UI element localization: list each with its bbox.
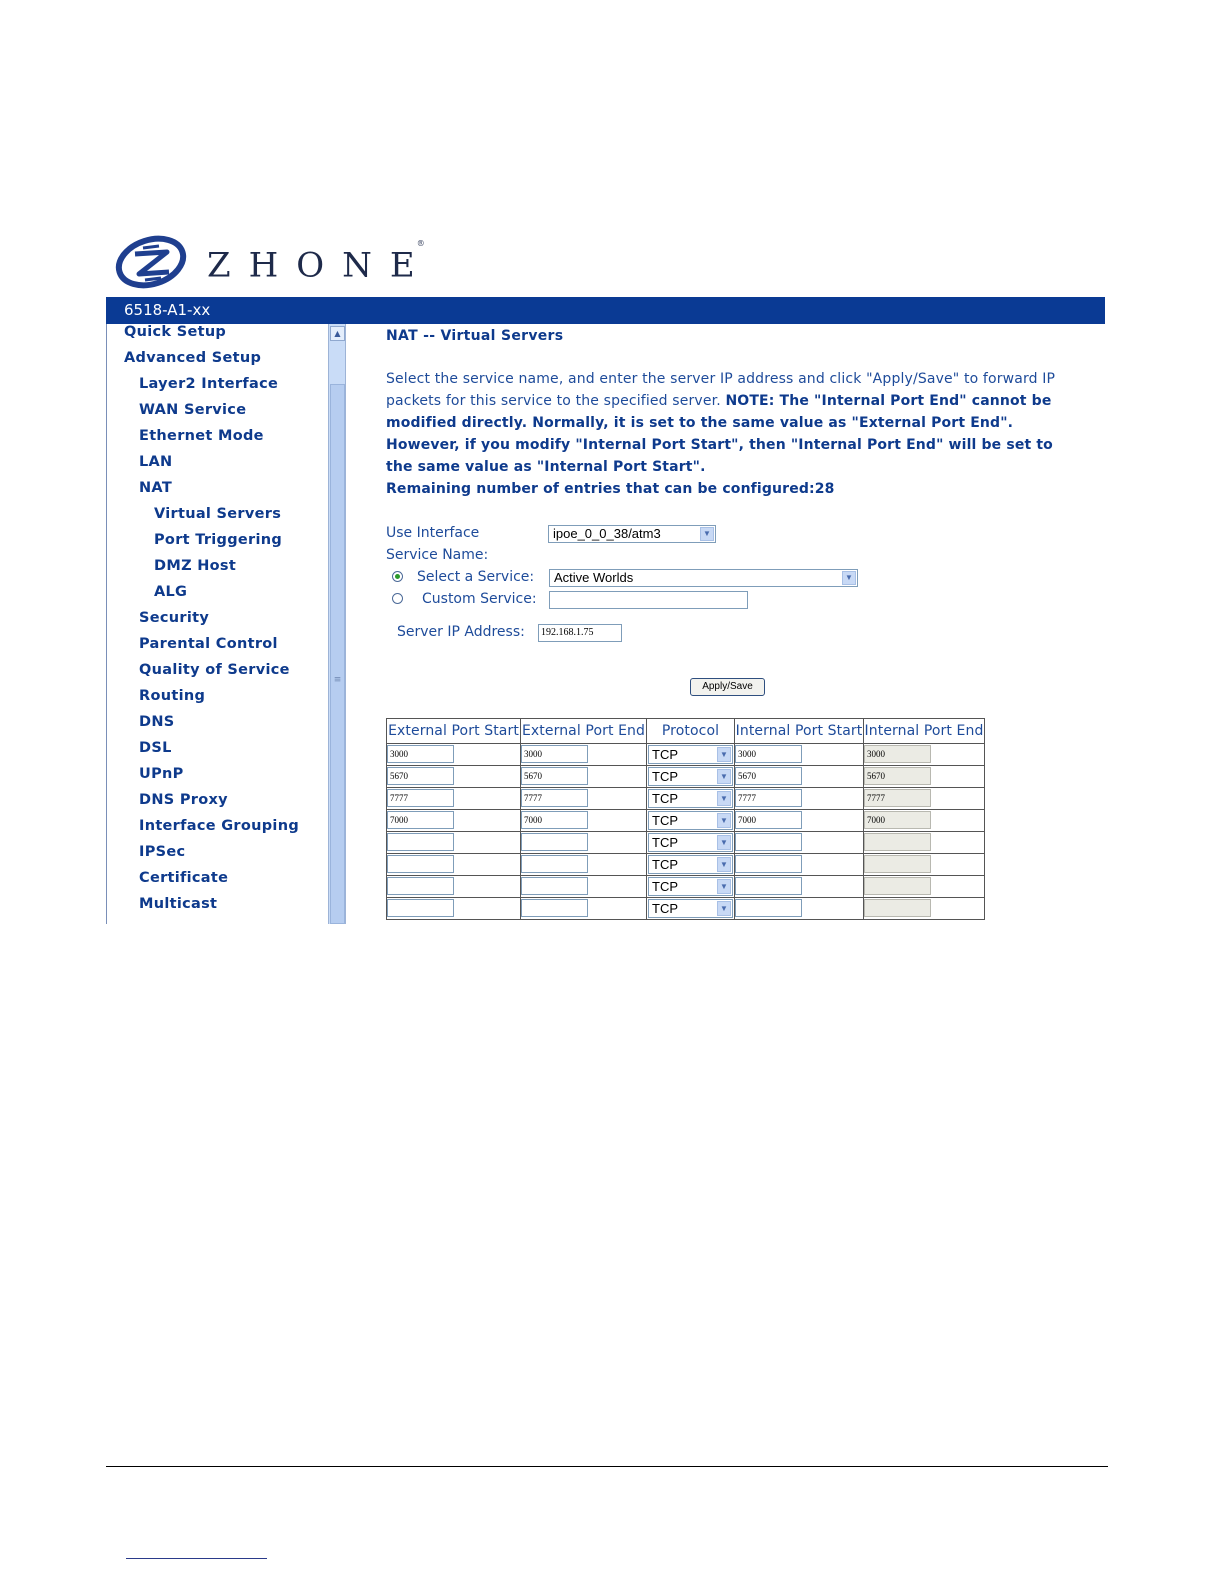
int-end-cell [864,744,985,766]
int-port-start-input[interactable]: 7000 [735,811,802,829]
protocol-value: TCP [652,791,678,806]
description [386,368,1076,500]
sidebar-item-wan-service[interactable]: WAN Service [139,402,247,418]
chevron-down-icon: ▼ [717,813,731,828]
ext-port-end-input[interactable]: 7000 [521,811,588,829]
chevron-down-icon: ▼ [717,835,731,850]
ext-end-cell [521,898,647,920]
use-interface-label: Use Interface [386,525,480,541]
custom-service-radio[interactable] [392,593,403,604]
table-row [387,898,985,920]
custom-service-label: Custom Service: [422,591,537,607]
protocol-cell [647,788,735,810]
int-port-end-input: 5670 [864,767,931,785]
ext-port-end-input[interactable]: 3000 [521,745,588,763]
int-port-end-input [864,833,931,851]
ext-port-end-input[interactable] [521,877,588,895]
int-start-cell [735,766,864,788]
col-internal-port-end: Internal Port End [864,719,985,744]
ext-end-cell [521,832,647,854]
int-port-end-input: 7777 [864,789,931,807]
int-port-start-input[interactable] [735,877,802,895]
description-text: Select the service name, and enter the server IP address and click "Apply/Save" to forward IP packets for this service to the specified server. [386,371,1056,409]
int-end-cell [864,810,985,832]
table-row [387,854,985,876]
ext-port-start-input[interactable] [387,855,454,873]
sidebar-item-parental-control[interactable]: Parental Control [139,636,278,652]
int-port-start-input[interactable]: 5670 [735,767,802,785]
sidebar-item-security[interactable]: Security [139,610,210,626]
registered-mark: ® [416,239,425,248]
int-port-start-input[interactable] [735,899,802,917]
ext-end-cell [521,810,647,832]
protocol-cell [647,832,735,854]
sidebar-item-dns-proxy[interactable]: DNS Proxy [139,792,228,808]
ext-port-start-input[interactable]: 3000 [387,745,454,763]
ext-start-cell [387,832,521,854]
footer-link-underline [126,1558,267,1559]
sidebar-item-dmz-host[interactable]: DMZ Host [154,558,237,574]
scroll-thumb[interactable] [330,384,345,924]
protocol-value: TCP [652,747,678,762]
service-name-label: Service Name: [386,547,489,563]
col-external-port-end: External Port End [521,719,647,744]
ext-port-end-input[interactable] [521,899,588,917]
int-start-cell [735,898,864,920]
ext-port-start-input[interactable]: 7777 [387,789,454,807]
sidebar-item-nat[interactable]: NAT [139,480,173,496]
chevron-down-icon: ▼ [717,769,731,784]
col-internal-port-start: Internal Port Start [735,719,864,744]
sidebar-item-upnp[interactable]: UPnP [139,766,184,782]
chevron-down-icon: ▼ [717,857,731,872]
virtual-servers-table [386,718,985,920]
protocol-value: TCP [652,813,678,828]
chevron-down-icon: ▼ [717,901,731,916]
window-title: 6518-A1-xx [106,297,1105,324]
server-ip-input[interactable]: 192.168.1.75 [538,624,622,642]
int-port-end-input [864,877,931,895]
ext-end-cell [521,766,647,788]
protocol-cell [647,898,735,920]
page-title: NAT -- Virtual Servers [386,328,564,344]
ext-start-cell [387,744,521,766]
table-row [387,810,985,832]
sidebar-item-ethernet-mode[interactable]: Ethernet Mode [139,428,264,444]
chevron-down-icon: ▼ [700,527,714,541]
table-row [387,766,985,788]
int-end-cell [864,788,985,810]
service-select-value: Active Worlds [554,570,634,585]
apply-save-button[interactable]: Apply/Save [690,678,765,696]
protocol-select[interactable] [648,855,733,874]
table-row [387,876,985,898]
service-select[interactable] [549,569,858,587]
ext-start-cell [387,788,521,810]
footer-rule [106,1466,1108,1467]
ext-port-start-input[interactable] [387,877,454,895]
ext-start-cell [387,766,521,788]
chevron-down-icon: ▼ [717,879,731,894]
ext-port-start-input[interactable] [387,899,454,917]
table-row [387,788,985,810]
int-end-cell [864,832,985,854]
use-interface-select[interactable] [548,525,716,543]
sidebar-item-dsl[interactable]: DSL [139,740,172,756]
sidebar-item-alg[interactable]: ALG [154,584,188,600]
sidebar-item-routing[interactable]: Routing [139,688,206,704]
int-port-start-input[interactable]: 7777 [735,789,802,807]
server-ip-label: Server IP Address: [397,624,525,640]
ext-start-cell [387,876,521,898]
int-end-cell [864,766,985,788]
int-start-cell [735,810,864,832]
ext-end-cell [521,744,647,766]
ext-start-cell [387,898,521,920]
sidebar-item-layer2-interface[interactable]: Layer2 Interface [139,376,279,392]
chevron-down-icon: ▼ [842,571,856,585]
description-note: NOTE: The "Internal Port End" cannot be modified directly. Normally, it is set to the same value as "External Port End". However, if you modify "Internal Port Start", then "Internal Port End" will be set to the same value as "Internal Port Start". [386,393,1053,475]
protocol-value: TCP [652,857,678,872]
sidebar-item-ipsec[interactable]: IPSec [139,844,186,860]
remaining-entries: Remaining number of entries that can be configured:28 [386,481,835,497]
protocol-cell [647,810,735,832]
main-content [386,324,1105,924]
table-row [387,832,985,854]
int-start-cell [735,832,864,854]
ext-port-end-input[interactable] [521,833,588,851]
protocol-select[interactable] [648,745,733,764]
int-port-end-input [864,899,931,917]
int-port-end-input: 7000 [864,811,931,829]
protocol-select[interactable] [648,789,733,808]
sidebar-item-advanced-setup[interactable]: Advanced Setup [124,350,262,366]
sidebar-item-multicast[interactable]: Multicast [139,896,218,912]
protocol-value: TCP [652,769,678,784]
ext-port-start-input[interactable] [387,833,454,851]
ext-start-cell [387,810,521,832]
select-service-label: Select a Service: [417,569,535,585]
protocol-cell [647,766,735,788]
sidebar [106,324,329,924]
sidebar-scrollbar[interactable] [328,324,346,924]
sidebar-item-certificate[interactable]: Certificate [139,870,229,886]
protocol-cell [647,876,735,898]
int-start-cell [735,876,864,898]
protocol-value: TCP [652,901,678,916]
int-port-start-input[interactable]: 3000 [735,745,802,763]
col-external-port-start: External Port Start [387,719,521,744]
protocol-select[interactable] [648,899,733,918]
protocol-cell [647,854,735,876]
zhone-logo [115,234,433,290]
zhone-logo-icon [115,234,191,290]
ext-port-start-input[interactable]: 5670 [387,767,454,785]
protocol-select[interactable] [648,811,733,830]
int-port-end-input: 3000 [864,745,931,763]
ext-end-cell [521,788,647,810]
int-port-start-input[interactable] [735,833,802,851]
sidebar-item-virtual-servers[interactable]: Virtual Servers [154,506,282,522]
sidebar-item-lan[interactable]: LAN [139,454,173,470]
protocol-cell [647,744,735,766]
sidebar-item-port-triggering[interactable]: Port Triggering [154,532,283,548]
router-admin-window [106,297,1105,924]
table-header-row [387,719,985,744]
protocol-select[interactable] [648,877,733,896]
int-start-cell [735,788,864,810]
int-port-start-input[interactable] [735,855,802,873]
int-end-cell [864,876,985,898]
ext-end-cell [521,876,647,898]
int-end-cell [864,898,985,920]
protocol-select[interactable] [648,767,733,786]
use-interface-value: ipoe_0_0_38/atm3 [553,526,661,541]
custom-service-input[interactable] [549,591,748,609]
ext-end-cell [521,854,647,876]
select-service-radio[interactable] [392,571,403,582]
grip-icon: ≡ [333,675,342,685]
sidebar-item-interface-grouping[interactable]: Interface Grouping [139,818,299,834]
ext-port-end-input[interactable]: 7777 [521,789,588,807]
col-protocol: Protocol [647,719,735,744]
chevron-down-icon: ▼ [717,791,731,806]
sidebar-item-quick-setup[interactable]: Quick Setup [124,324,227,340]
brand-name: ZHONE® [207,239,433,286]
protocol-value: TCP [652,835,678,850]
ext-port-start-input[interactable]: 7000 [387,811,454,829]
table-row [387,744,985,766]
int-end-cell [864,854,985,876]
ext-port-end-input[interactable]: 5670 [521,767,588,785]
protocol-select[interactable] [648,833,733,852]
scroll-up-icon[interactable]: ▲ [330,326,345,341]
int-port-end-input [864,855,931,873]
sidebar-item-quality-of-service[interactable]: Quality of Service [139,662,290,678]
chevron-down-icon: ▼ [717,747,731,762]
ext-port-end-input[interactable] [521,855,588,873]
int-start-cell [735,854,864,876]
int-start-cell [735,744,864,766]
ext-start-cell [387,854,521,876]
sidebar-item-dns[interactable]: DNS [139,714,175,730]
protocol-value: TCP [652,879,678,894]
